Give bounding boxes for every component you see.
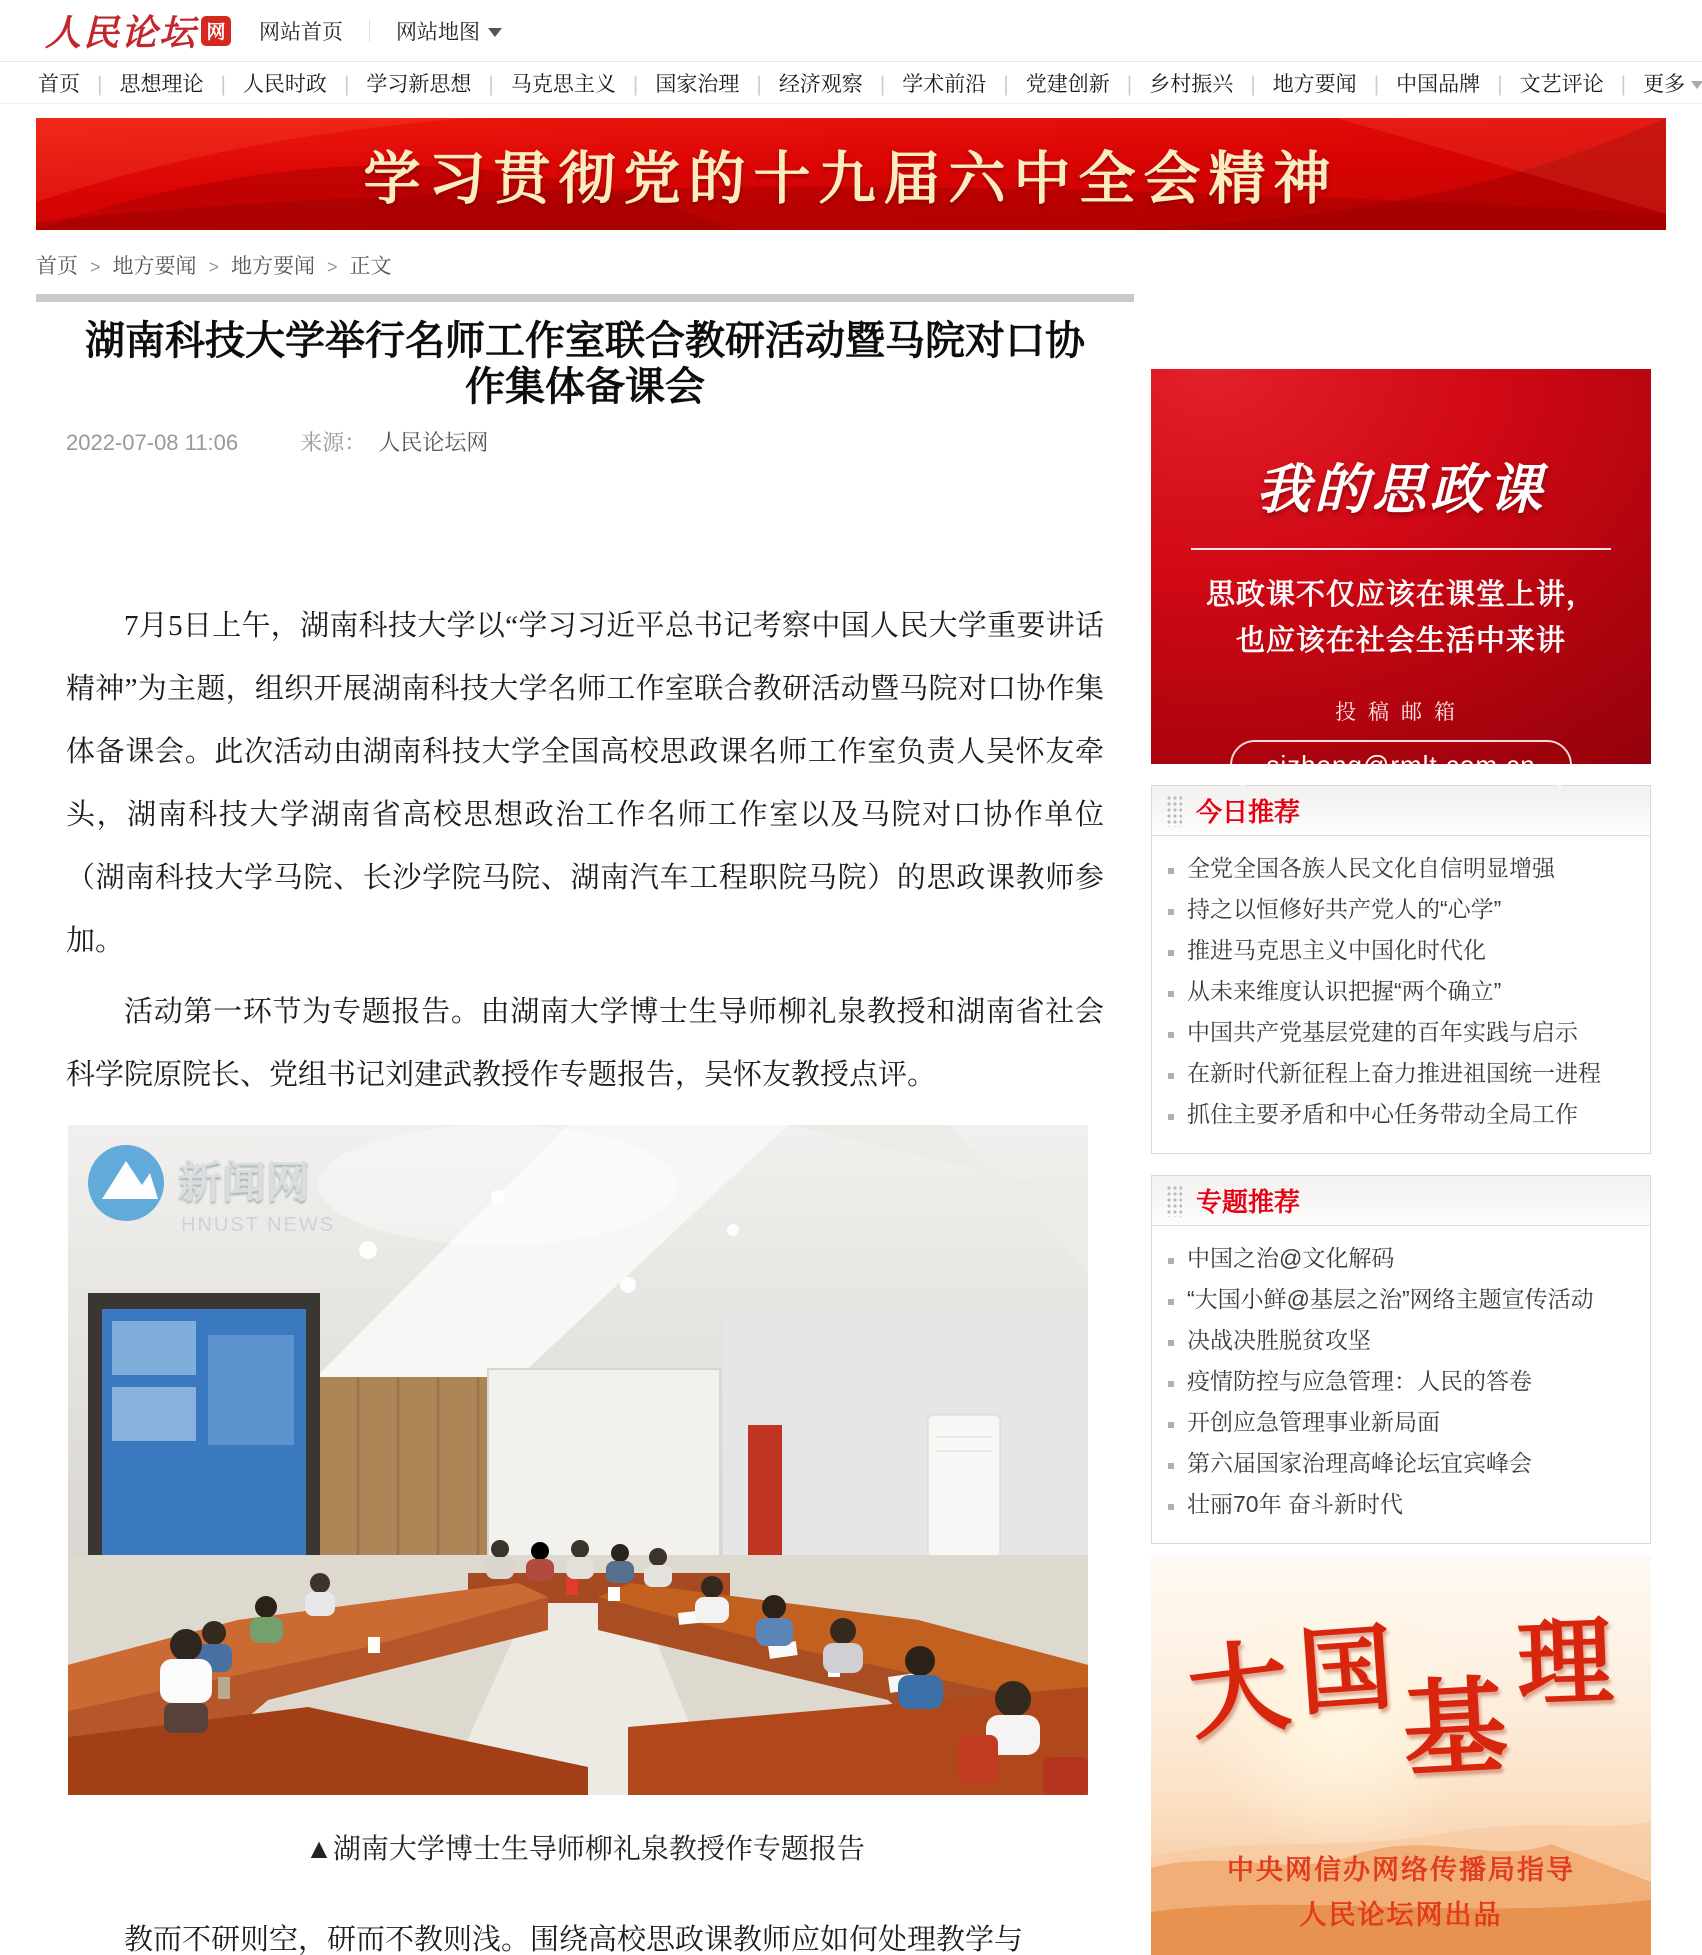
title-top-rule (36, 294, 1134, 302)
slogan-banner[interactable] (36, 118, 1666, 230)
list-item[interactable] (1168, 1445, 1636, 1486)
bullet-icon (1168, 1340, 1174, 1346)
promo2-char: 大 (1182, 1630, 1296, 1753)
nav-more-label: 更多 (1643, 72, 1686, 96)
breadcrumb-list (36, 250, 1666, 280)
nav-item[interactable]: 人民时政 | (243, 68, 366, 98)
list-item-label: 第六届国家治理高峰论坛宜宾峰会 (1187, 1450, 1532, 1476)
list-item-label: “大国小鲜@基层之治”网络主题宣传活动 (1187, 1286, 1594, 1312)
nav-item[interactable]: 中国品牌 | (1396, 68, 1519, 98)
list-item[interactable] (1168, 932, 1636, 973)
source-label: 来源： (300, 430, 367, 455)
bullet-icon (1168, 1381, 1174, 1387)
article-photo (68, 1125, 1088, 1795)
bullet-icon (1168, 950, 1174, 956)
today-recommend-title: 今日推荐 (1196, 797, 1301, 827)
topic-recommend-list (1152, 1226, 1650, 1543)
promo2-credits (1151, 1848, 1651, 1938)
chevron-down-icon (1691, 81, 1702, 89)
top-links (259, 16, 502, 46)
chevron-down-icon (488, 28, 502, 37)
sidebar-promo-daguo[interactable] (1151, 1556, 1651, 1955)
promo1-line2: 也应该在社会生活中来讲 (1235, 625, 1566, 657)
list-item[interactable] (1168, 1486, 1636, 1527)
list-item-label: 抓住主要矛盾和中心任务带动全局工作 (1187, 1101, 1578, 1127)
logo-text: 人民论坛 (45, 13, 198, 53)
dot-grid-icon (1166, 1185, 1182, 1217)
nav-item[interactable]: 首页 | (38, 68, 119, 98)
promo1-divider (1191, 548, 1611, 550)
promo2-title (1151, 1608, 1651, 1790)
site-logo[interactable] (45, 5, 231, 56)
list-item[interactable] (1168, 891, 1636, 932)
divider (369, 20, 370, 42)
list-item[interactable] (1168, 1281, 1636, 1322)
article-column (36, 294, 1134, 1955)
nav-item[interactable]: 地方要闻 | (1273, 68, 1396, 98)
list-item-label: 疫情防控与应急管理：人民的答卷 (1187, 1368, 1532, 1394)
bullet-icon (1168, 1114, 1174, 1120)
photo-caption: ▲湖南大学博士生导师柳礼泉教授作专题报告 (305, 1834, 865, 1865)
promo1-line1: 思政课不仅应该在课堂上讲， (1205, 579, 1596, 611)
list-item[interactable] (1168, 1096, 1636, 1137)
list-item-label: 中国之治@文化解码 (1187, 1245, 1395, 1271)
article-paragraph: 7月5日上午，湖南科技大学以“学习习近平总书记考察中国人民大学重要讲话精神”为主题，组织开展湖南科技大学名师工作室联合教研活动暨马院对口协作集体备课会。此次活动由湖南科技大学全国高校思政课名师工作室负责人吴怀友牵头，湖南科技大学湖南省高校思想政治工作名师工作室以及马院对口协作单位（湖南科技大学马院、长沙学院马院、湖南汽车工程职院马院）的思政课教师参加。 (66, 610, 1104, 957)
topic-recommend-header (1152, 1176, 1650, 1226)
list-item[interactable] (1168, 1363, 1636, 1404)
promo2-line1: 中央网信办网络传播局指导 (1227, 1855, 1575, 1885)
promo2-char: 理 (1515, 1608, 1615, 1719)
main-nav (0, 62, 1702, 104)
photo-watermark-en: HNUST NEWS (181, 1214, 336, 1236)
nav-more[interactable] (1643, 68, 1702, 98)
list-item[interactable] (1168, 1240, 1636, 1281)
topic-recommend-box (1151, 1175, 1651, 1544)
bullet-icon (1168, 1073, 1174, 1079)
bullet-icon (1168, 1299, 1174, 1305)
list-item-label: 壮丽70年 奋斗新时代 (1187, 1491, 1403, 1517)
list-item-label: 推进马克思主义中国化时代化 (1187, 937, 1486, 963)
promo2-char: 基 (1400, 1669, 1510, 1790)
list-item-label: 全党全国各族人民文化自信明显增强 (1187, 855, 1555, 881)
nav-item[interactable]: 文艺评论 | (1520, 68, 1643, 98)
bullet-icon (1168, 1422, 1174, 1428)
sitemap-link-label: 网站地图 (396, 20, 481, 44)
list-item[interactable] (1168, 1322, 1636, 1363)
topic-recommend-title: 专题推荐 (1196, 1187, 1301, 1217)
bullet-icon (1168, 868, 1174, 874)
home-link[interactable]: 网站首页 (259, 20, 344, 44)
breadcrumb (36, 250, 1666, 280)
bullet-icon (1168, 1504, 1174, 1510)
breadcrumb-item[interactable]: 首页 > (36, 250, 113, 280)
nav-item[interactable]: 党建创新 | (1026, 68, 1149, 98)
list-item[interactable] (1168, 973, 1636, 1014)
list-item-label: 决战决胜脱贫攻坚 (1187, 1327, 1371, 1353)
today-recommend-list (1152, 836, 1650, 1153)
breadcrumb-item[interactable]: 地方要闻 > (113, 250, 232, 280)
top-header (0, 0, 1702, 62)
bullet-icon (1168, 909, 1174, 915)
nav-list (38, 68, 1643, 98)
banner-text: 学习贯彻党的十九届六中全会精神 (363, 147, 1339, 211)
nav-item[interactable]: 学习新思想 | (366, 68, 510, 98)
breadcrumb-item[interactable]: 正文 (349, 255, 392, 278)
promo1-email-label: 投稿邮箱 (1335, 701, 1467, 724)
sidebar-promo-sizheng[interactable] (1151, 369, 1651, 780)
nav-item[interactable]: 国家治理 | (655, 68, 778, 98)
list-item[interactable] (1168, 850, 1636, 891)
article-title: 湖南科技大学举行名师工作室联合教研活动暨马院对口协作集体备课会 (85, 318, 1085, 409)
photo-watermark-cn: 新闻网 (178, 1158, 310, 1207)
nav-item[interactable]: 思想理论 | (119, 68, 242, 98)
nav-item[interactable]: 经济观察 | (779, 68, 902, 98)
bullet-icon (1168, 991, 1174, 997)
main-wrap (0, 280, 1702, 1955)
list-item[interactable] (1168, 1404, 1636, 1445)
list-item-label: 从未来维度认识把握“两个确立” (1187, 978, 1502, 1004)
bullet-icon (1168, 1032, 1174, 1038)
promo2-line2: 人民论坛网出品 (1299, 1900, 1503, 1930)
article-date: 2022-07-08 11:06 (66, 430, 239, 455)
source-name[interactable]: 人民论坛网 (378, 430, 489, 455)
article-body (66, 595, 1104, 1107)
breadcrumb-item[interactable]: 地方要闻 > (231, 250, 350, 280)
bullet-icon (1168, 1463, 1174, 1469)
article-meta (66, 426, 1104, 457)
promo1-title: 我的思政课 (1256, 460, 1546, 520)
list-item-label: 开创应急管理事业新局面 (1187, 1409, 1440, 1435)
logo-badge: 网 (201, 16, 231, 46)
nav-item[interactable]: 乡村振兴 | (1149, 68, 1272, 98)
article-paragraph: 教而不研则空，研而不教则浅。围绕高校思政课教师应如何处理教学与 (124, 1924, 1024, 1955)
article-paragraph: 活动第一环节为专题报告。由湖南大学博士生导师柳礼泉教授和湖南省社会科学院原院长、党组书记刘建武教授作专题报告，吴怀友教授点评。 (66, 996, 1104, 1091)
dot-grid-icon (1166, 795, 1182, 827)
list-item[interactable] (1168, 1014, 1636, 1055)
list-item-label: 在新时代新征程上奋力推进祖国统一进程 (1187, 1060, 1601, 1086)
meeting-room-illustration (68, 1125, 1088, 1795)
list-item-label: 持之以恒修好共产党人的“心学” (1187, 896, 1502, 922)
today-recommend-box (1151, 785, 1651, 1154)
nav-item[interactable]: 马克思主义 | (511, 68, 655, 98)
nav-item[interactable]: 学术前沿 | (902, 68, 1025, 98)
sidebar (1151, 294, 1651, 1955)
bullet-icon (1168, 1258, 1174, 1264)
sitemap-link[interactable] (396, 16, 502, 46)
list-item-label: 中国共产党基层党建的百年实践与启示 (1187, 1019, 1578, 1045)
article-last-paragraph-wrap (66, 1909, 1104, 1955)
promo2-char: 国 (1295, 1616, 1397, 1728)
list-item[interactable] (1168, 1055, 1636, 1096)
today-recommend-header (1152, 786, 1650, 836)
promo1-email[interactable]: sizheng@rmlt.com.cn (1230, 740, 1571, 790)
